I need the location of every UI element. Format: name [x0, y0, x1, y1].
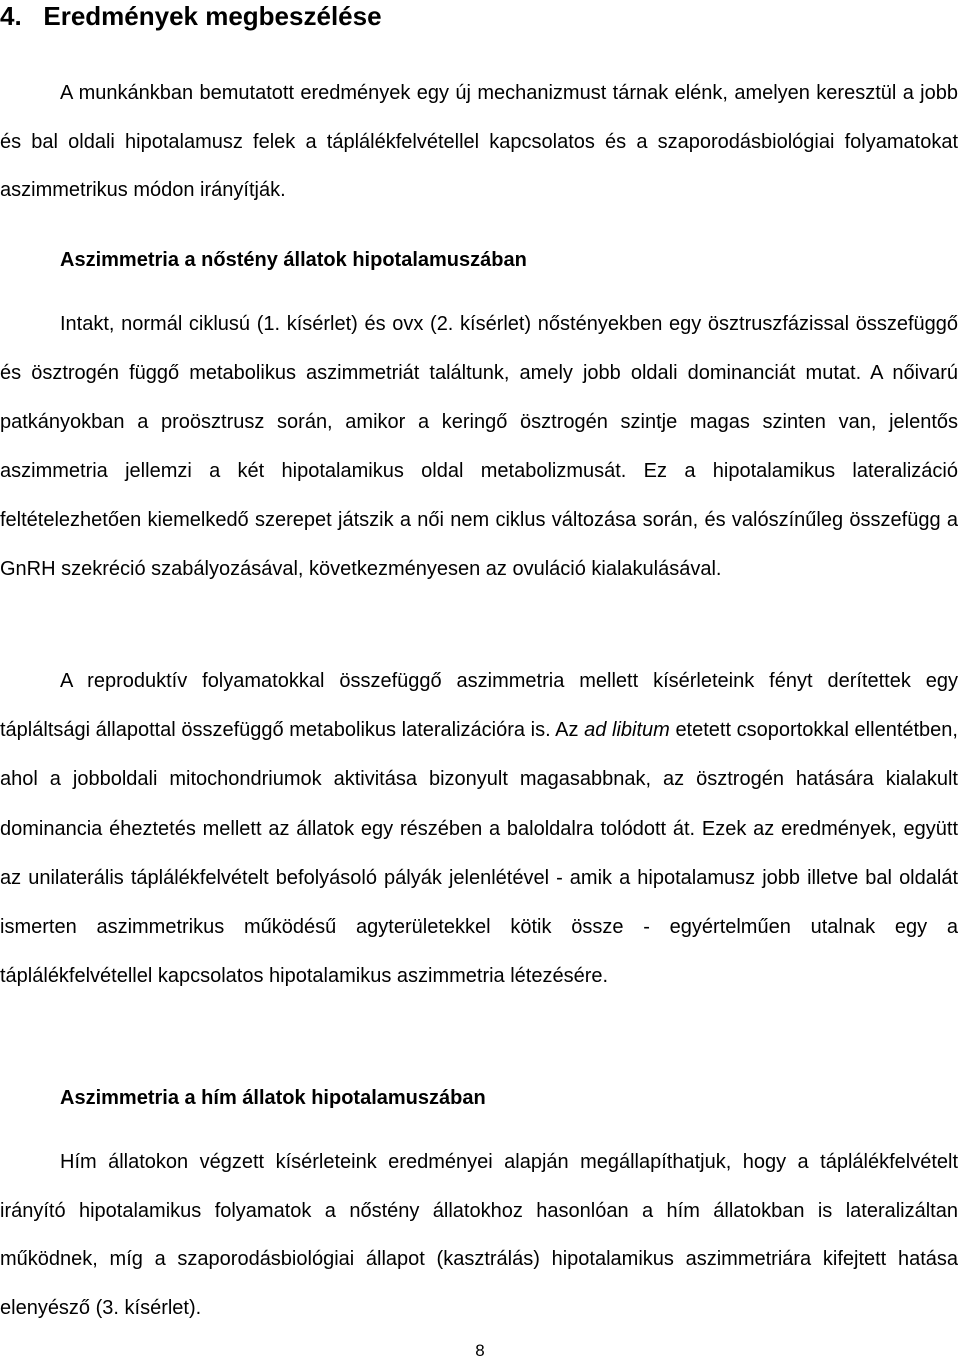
female-paragraph-2 — [0, 657, 958, 1001]
chapter-title: 4. Eredmények megbeszélése — [0, 1, 382, 31]
male-paragraph-1: Hím állatokon végzett kísérleteink eredményei alapján megállapíthatjuk, hogy a táplálékfelvételt irányító hipotalamikus folyamatok a nőstény állatokhoz hasonlóan a hím állatokban is lateralizáltan működnek, míg a szaporodásbiológiai állapot (kasztrálás) hipotalamikus aszimmetriára kifejtett hatása elenyésző (3. kísérlet). — [0, 1151, 958, 1319]
section-heading-male: Aszimmetria a hím állatok hipotalamuszában — [60, 1087, 486, 1109]
female-paragraph-1: Intakt, normál ciklusú (1. kísérlet) és ovx (2. kísérlet) nőstényekben egy ösztruszfázissal összefüggő és ösztrogén függő metabolikus aszimmetriát találtunk, amely jobb oldali dominanciát mutat. A nőivarú patkányokban a proösztrusz során, amikor a keringő ösztrogén szintje magas szinten van, jelentős aszimmetria jellemzi a két hipotalamikus oldal metabolizmusát. Ez a hipotalamikus lateralizáció feltételezhetően kiemelkedő szerepet játszik a női nem ciklus változása során, és valószínűleg összefügg a GnRH szekréció szabályozásával, következményesen az ovuláció kialakulásával. — [0, 313, 958, 580]
ad-libitum-term: ad libitum — [584, 719, 670, 742]
female-paragraph-2-start: A reproduktív folyamatokkal összefüggő aszimmetria mellett kísérleteink fényt derítettek egy tápláltsági állapottal összefüggő metabolikus lateralizációra is. Az — [0, 670, 958, 742]
section-heading-female: Aszimmetria a nőstény állatok hipotalamuszában — [60, 249, 527, 271]
female-paragraph-2-end: etetett csoportokkal ellentétben, ahol a jobboldali mitochondriumok aktivitása bizonyult magasabbnak, az ösztrogén hatására kialakult dominancia éheztetés mellett az állatok egy részében a baloldalra tolódott át. Ezek az eredmények, együtt az unilaterális táplálékfelvételt befolyásoló pályák jelenlétével - amik a hipotalamusz jobb illetve bal oldalát ismerten aszimmetrikus működésű agyterületekkel kötik össze - egyértelműen utalnak egy a táplálékfelvétellel kapcsolatos hipotalamikus aszimmetria létezésére. — [0, 719, 958, 988]
intro-paragraph: A munkánkban bemutatott eredmények egy új mechanizmust tárnak elénk, amelyen keresztül a jobb és bal oldali hipotalamusz felek a táplálékfelvétellel kapcsolatos és a szaporodásbiológiai folyamatokat aszimmetrikus módon irányítják. — [0, 82, 958, 201]
page-number: 8 — [475, 1341, 485, 1360]
